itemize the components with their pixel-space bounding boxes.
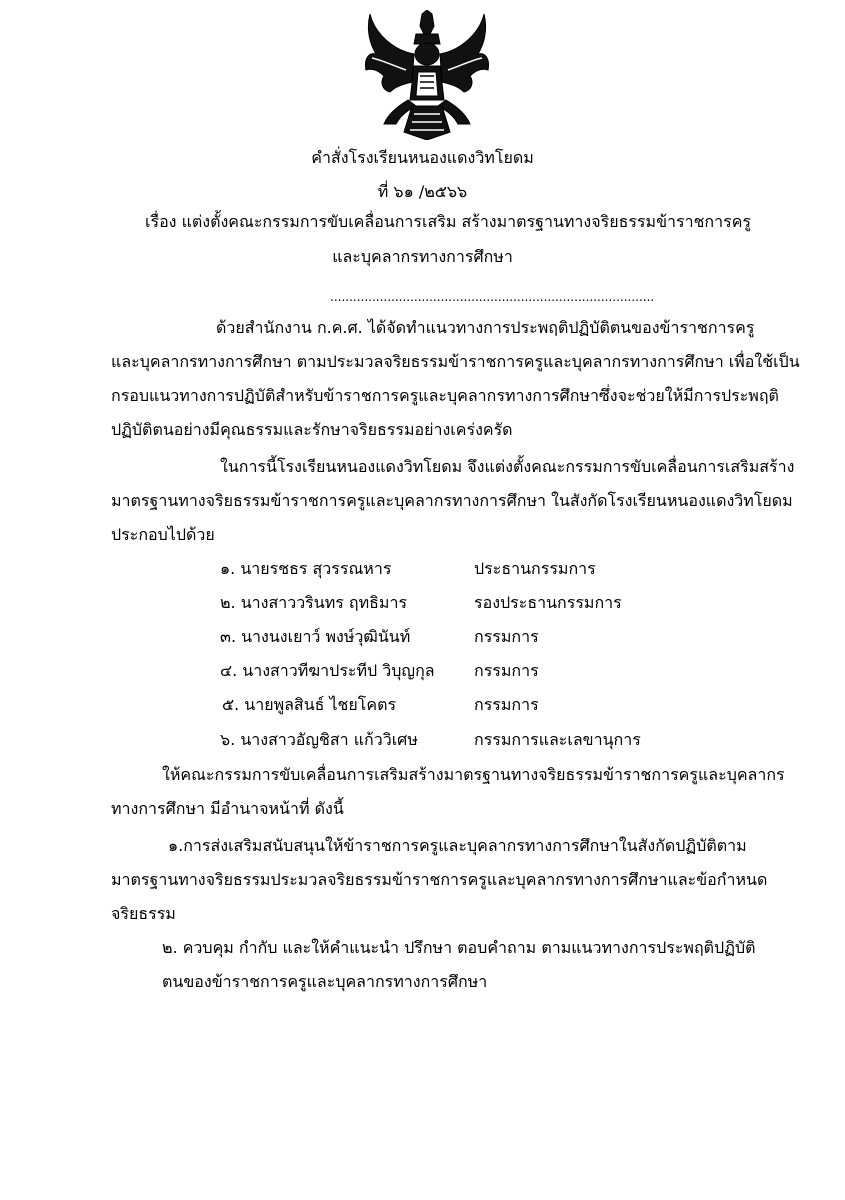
duty-1-line-2: มาตรฐานทางจริยธรรมประมวลจริยธรรมข้าราชการครูและบุคลากรทางการศึกษาและข้อกำหนด	[111, 870, 768, 889]
member-role: กรรมการ	[474, 627, 539, 646]
duty-2-line-1: ๒. ควบคุม กำกับ และให้คำแนะนำ ปรึกษา ตอบคำถาม ตามแนวทางการประพฤติปฏิบัติ	[162, 938, 756, 957]
duties-intro-line-2: ทางการศึกษา มีอำนาจหน้าที่ ดังนี้	[111, 799, 344, 818]
garuda-emblem-icon	[362, 10, 492, 140]
member-name: ๔. นางสาวทีฆาประทีป วิบุญกุล	[220, 661, 435, 680]
order-number: ที่ ๖๑ /๒๕๖๖	[377, 182, 468, 201]
member-role: กรรมการ	[474, 695, 539, 714]
member-role: กรรมการและเลขานุการ	[474, 730, 641, 749]
member-role: ประธานกรรมการ	[474, 559, 596, 578]
separator-line: .....................................................................................	[330, 290, 655, 304]
member-name: ๖. นางสาวอัญชิสา แก้ววิเศษ	[220, 730, 418, 749]
duty-1-line-1: ๑.การส่งเสริมสนับสนุนให้ข้าราชการครูและบุคลากรทางการศึกษาในสังกัดปฏิบัติตาม	[168, 836, 747, 855]
appoint-line-2: มาตรฐานทางจริยธรรมข้าราชการครูและบุคลากรทางการศึกษา ในสังกัดโรงเรียนหนองแดงวิทโยดม	[111, 491, 793, 510]
member-name: ๑. นายรชธร สุวรรณหาร	[220, 559, 392, 578]
duty-2-line-2: ตนของข้าราชการครูและบุคลากรทางการศึกษา	[162, 972, 488, 991]
order-subject-line-1: เรื่อง แต่งตั้งคณะกรรมการขับเคลื่อนการเสริม สร้างมาตรฐานทางจริยธรรมข้าราชการครู	[145, 212, 751, 231]
member-name: ๓. นางนงเยาว์ พงษ์วุฒินันท์	[220, 627, 411, 646]
order-issuer: คำสั่งโรงเรียนหนองแดงวิทโยดม	[311, 148, 534, 167]
duties-intro-line-1: ให้คณะกรรมการขับเคลื่อนการเสริมสร้างมาตรฐานทางจริยธรรมข้าราชการครูและบุคลากร	[162, 765, 785, 784]
appoint-line-3: ประกอบไปด้วย	[111, 525, 215, 544]
intro-line-4: ปฏิบัติตนอย่างมีคุณธรรมและรักษาจริยธรรมอย่างเคร่งครัด	[111, 420, 513, 439]
intro-line-3: กรอบแนวทางการปฏิบัติสำหรับข้าราชการครูและบุคลากรทางการศึกษาซึ่งจะช่วยให้มีการประพฤติ	[111, 386, 779, 405]
member-name: ๒. นางสาววรินทร ฤทธิมาร	[220, 593, 408, 612]
appoint-line-1: ในการนี้โรงเรียนหนองแดงวิทโยดม จึงแต่งตั้งคณะกรรมการขับเคลื่อนการเสริมสร้าง	[220, 457, 795, 476]
member-role: กรรมการ	[474, 661, 539, 680]
member-name: ๕. นายพูลสินธ์ ไชยโคตร	[222, 695, 397, 714]
intro-line-2: และบุคลากรทางการศึกษา ตามประมวลจริยธรรมข้าราชการครูและบุคลากรทางการศึกษา เพื่อใช้เป็น	[111, 352, 800, 371]
duty-1-line-3: จริยธรรม	[111, 904, 176, 923]
order-subject-line-2: และบุคลากรทางการศึกษา	[332, 247, 513, 266]
intro-line-1: ด้วยสำนักงาน ก.ค.ศ. ได้จัดทำแนวทางการประพฤติปฏิบัติตนของข้าราชการครู	[216, 318, 755, 337]
member-role: รองประธานกรรมการ	[474, 593, 622, 612]
